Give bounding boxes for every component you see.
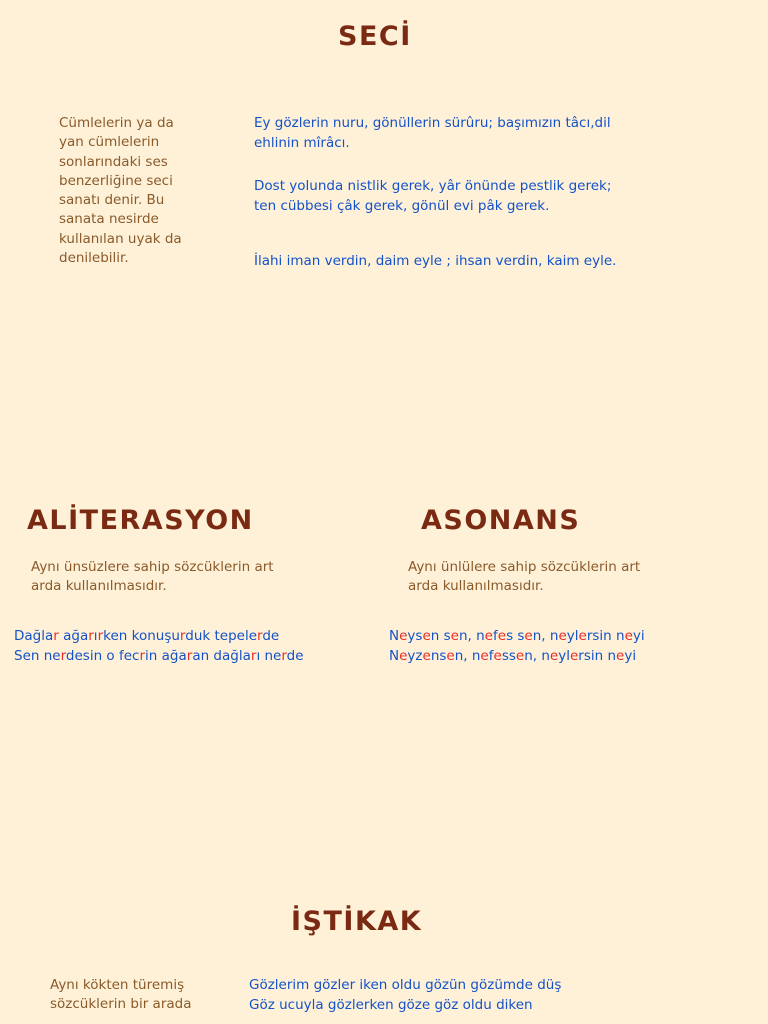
text-segment: yi (632, 628, 645, 644)
asonans-example-line (389, 647, 645, 667)
highlighted-letter: e (558, 628, 567, 644)
text-segment: yz (407, 647, 423, 664)
highlighted-letter: r (139, 647, 146, 664)
aliterasyon-title: ALİTERASYON (27, 505, 254, 536)
asonans-description: Aynı ünlülere sahip sözcüklerin art arda kullanılmasıdır. (408, 559, 641, 595)
text-segment: Sen ne (14, 647, 61, 664)
text-segment: yl (558, 647, 570, 664)
highlighted-letter: e (422, 647, 431, 664)
text-segment: yl (566, 628, 579, 644)
text-segment: ı (93, 628, 98, 644)
istikak-example-1: Gözlerim gözler iken oldu gözün gözümde düş (249, 977, 562, 993)
highlighted-letter: r (179, 628, 186, 644)
highlighted-letter: e (446, 647, 455, 664)
text-segment: ken konuşu (103, 628, 180, 644)
asonans-examples (389, 627, 645, 666)
text-segment: ys (407, 628, 423, 644)
istikak-examples (249, 976, 561, 1015)
highlighted-letter: e (484, 628, 493, 644)
highlighted-letter: r (186, 647, 193, 664)
aliterasyon-description: Aynı ünsüzlere sahip sözcüklerin art arda kullanılmasıdır. (31, 559, 274, 595)
asonans-title: ASONANS (421, 505, 581, 536)
highlighted-letter: r (97, 628, 104, 644)
istikak-description: Aynı kökten türemiş sözcüklerin bir arada (50, 977, 192, 1013)
text-segment: an dağla (192, 647, 251, 664)
text-segment: n, n (532, 628, 559, 644)
istikak-example-2: Göz ucuyla gözlerken göze göz oldu diken (249, 996, 533, 1013)
text-segment: f (492, 628, 498, 644)
text-segment: desin o fec (65, 647, 140, 664)
highlighted-letter: r (53, 628, 59, 644)
aliterasyon-examples (14, 627, 304, 666)
istikak-title: İŞTİKAK (291, 906, 423, 937)
highlighted-letter: e (578, 628, 587, 644)
text-segment: n s (430, 628, 451, 644)
highlighted-letter: r (257, 628, 263, 644)
text-segment: n, n (458, 628, 485, 644)
highlighted-letter: e (493, 647, 502, 664)
seci-example-2: Dost yolunda nistlik gerek, yâr önünde pestlik gerek; ten cübbesi çâk gerek, gönül evi pâk gerek. (254, 178, 612, 214)
asonans-example-line (389, 627, 645, 647)
highlighted-letter: e (497, 628, 507, 644)
aliterasyon-example-line (14, 647, 304, 667)
highlighted-letter: r (60, 647, 66, 664)
highlighted-letter: r (88, 628, 94, 644)
text-segment: duk tepele (185, 628, 258, 644)
text-segment: ı ne (256, 647, 282, 664)
highlighted-letter: e (399, 628, 408, 644)
text-segment: ns (430, 647, 447, 664)
text-segment: de (286, 647, 304, 664)
highlighted-letter: r (250, 647, 257, 664)
highlighted-letter: e (422, 628, 431, 644)
text-segment: n, n (524, 647, 550, 664)
highlighted-letter: e (399, 647, 408, 664)
text-segment: n, n (454, 647, 481, 664)
highlighted-letter: e (549, 647, 559, 664)
text-segment: f (488, 647, 494, 664)
aliterasyon-example-line (14, 627, 304, 647)
highlighted-letter: e (524, 628, 533, 644)
text-segment: yi (624, 647, 637, 664)
text-segment: ss (501, 647, 516, 664)
highlighted-letter: r (281, 647, 287, 664)
text-segment: N (389, 628, 400, 644)
text-segment: s s (506, 628, 525, 644)
text-segment: N (389, 647, 400, 664)
seci-example-1: Ey gözlerin nuru, gönüllerin sürûru; başımızın tâcı,dil ehlinin mîrâcı. (254, 115, 611, 151)
text-segment: in ağa (145, 647, 187, 664)
highlighted-letter: e (616, 647, 625, 664)
highlighted-letter: e (624, 628, 633, 644)
text-segment: rsin n (586, 628, 625, 644)
text-segment: Dağla (14, 628, 54, 644)
seci-title: SECİ (338, 21, 412, 52)
highlighted-letter: e (480, 647, 489, 664)
highlighted-letter: e (450, 628, 459, 644)
seci-description: Cümlelerin ya da yan cümlelerin sonlarındaki ses benzerliğine seci sanatı denir. Bu sanata nesirde kullanılan uyak da denilebilir. (59, 115, 182, 267)
text-segment: de (262, 628, 280, 644)
highlighted-letter: e (515, 647, 525, 664)
text-segment: rsin n (578, 647, 617, 664)
seci-example-3: İlahi iman verdin, daim eyle ; ihsan verdin, kaim eyle. (254, 253, 617, 269)
text-segment: ağa (58, 628, 89, 644)
highlighted-letter: e (569, 647, 579, 664)
